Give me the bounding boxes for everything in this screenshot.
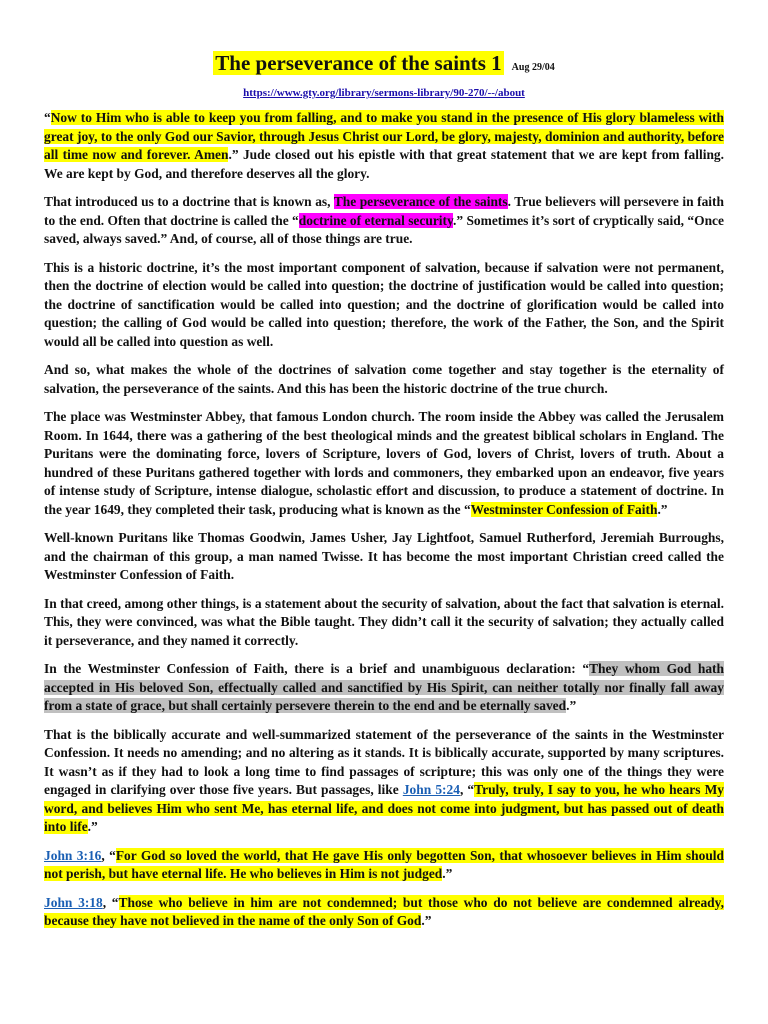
p2-highlight-eternal-security: doctrine of eternal security [298,212,453,228]
p10-highlight-john-3-16: For God so loved the world, that He gave His only begotten Son, that whosoever believes in Him should not perish, but have eternal life. He who believes in Him is not judged [44,847,725,881]
paragraph-9 [44,726,724,837]
paragraph-3: This is a historic doctrine, it’s the most important component of salvation, because if salvation were not permanent, then the doctrine of election would be called into question; the doctrine of justification would be called into question; the doctrine of sanctification would be called into question; and the doctrine of glorification would be called into question; the calling of God would be called into question; therefore, the work of the Father, the Son, and the Spirit would all be called into question as well. [44,259,724,349]
p5-highlight-westminster: Westminster Confession of Faith [470,501,658,517]
scripture-link-john-5-24[interactable]: John 5:24 [402,782,460,797]
p8-text-a: In the Westminster Confession of Faith, there is a brief and unambiguous declaration: “ [44,661,590,676]
paragraph-7: In that creed, among other things, is a statement about the security of salvation, about the fact that salvation is eternal. This, they were convinced, was what the Bible taught. They didn’t call it the security of salvation; they actually called it perseverance, and they named it correctly. [44,595,724,648]
paragraph-1 [44,109,724,183]
p1-rest: .” Jude closed out his epistle with that great statement that we are kept from falling. We are kept by God, and therefore deserves all the glory. [44,147,724,181]
title-row [44,50,724,81]
p2-text-b: . True believers will persevere in faith to the end. Often that doctrine is called the “ [44,194,724,228]
document-date: Aug 29/04 [511,62,555,73]
source-url-row [44,87,724,99]
paragraph-5 [44,408,724,519]
paragraph-10 [44,847,724,884]
p9-text-b: , “ [459,782,475,797]
p8-highlight-confession-quote: They whom God hath accepted in His beloved Son, effectually called and sanctified by His Spirit, can neither totally nor finally fall away from a state of grace, but shall certainly persevere therein to the end and be eternally saved [44,661,724,713]
p10-text-b: .” [442,866,453,881]
document-title: The perseverance of the saints 1 [215,51,502,75]
scripture-link-john-3-16[interactable]: John 3:16 [44,847,102,863]
p1-open-quote: “ [44,110,51,125]
p2-text-a: That introduced us to a doctrine that is known as, [44,194,334,209]
paragraph-2 [44,193,724,249]
paragraph-8 [44,660,724,716]
p11-text-b: .” [421,913,432,928]
p2-highlight-perseverance: The perseverance of the saints [333,194,508,209]
p11-highlight-john-3-18: Those who believe in him are not condemned; but those who do not believe are condemned already, because they have not believed in the name of the only Son of God [44,894,724,928]
p5-text-a: The place was Westminster Abbey, that famous London church. The room inside the Abbey was called the Jerusalem Room. In 1644, there was a gathering of the best theological minds and the greatest biblical scholars in England. The Puritans were the dominating force, lovers of Scripture, lovers of God, lovers of Christ, lovers of truth. About a hundred of these Puritans gathered together with lords and commoners, they embarked upon an endeavor, five years of intense study of Scripture, intense dialogue, scholastic effort and discussion, to produce a statement of doctrine. In the year 1649, they completed their task, producing what is known as the “ [44,409,724,517]
source-url-link[interactable]: https://www.gty.org/library/sermons-library/90-270/--/about [243,87,525,99]
p10-text-a: , “ [101,847,116,863]
p2-text-c: .” Sometimes it’s sort of cryptically said, “Once saved, always saved.” And, of course, all of those things are true. [44,212,724,246]
paragraph-4: And so, what makes the whole of the doctrines of salvation come together and stay together is the eternality of salvation, the perseverance of the saints. And this has been the historic doctrine of the true church. [44,362,724,396]
p9-text-c: .” [87,819,98,834]
p11-text-a: , “ [102,894,119,910]
scripture-link-john-3-18[interactable]: John 3:18 [44,894,103,910]
p9-highlight-john-5-24: Truly, truly, I say to you, he who hears My word, and believes Him who sent Me, has eternal life, and does not come into judgment, but has passed out of death into life [44,782,724,834]
p1-jude-quote: Now to Him who is able to keep you from falling, and to make you stand in the presence of His glory blameless with great joy, to the only God our Savior, through Jesus Christ our Lord, be glory, majesty, dominion and authority, before all time now and forever. Amen [44,110,724,162]
p9-text-a: That is the biblically accurate and well-summarized statement of the perseverance of the saints in the Westminster Confession. It needs no amending; and no altering as it stands. It is biblically accurate, supported by many scriptures. It wasn’t as if they had to look a long time to find passages of scripture; this was only one of the things they were engaged in clarifying over those five years. But passages, like [44,726,724,797]
paragraph-11 [44,894,724,931]
paragraph-6: Well-known Puritans like Thomas Goodwin, James Usher, Jay Lightfoot, Samuel Rutherford, Jeremiah Burroughs, and the chairman of this group, a man named Twisse. It has become the most important Christian creed called the Westminster Confession of Faith. [44,530,724,582]
p5-text-b: .” [657,501,668,517]
p8-text-b: .” [566,698,577,713]
